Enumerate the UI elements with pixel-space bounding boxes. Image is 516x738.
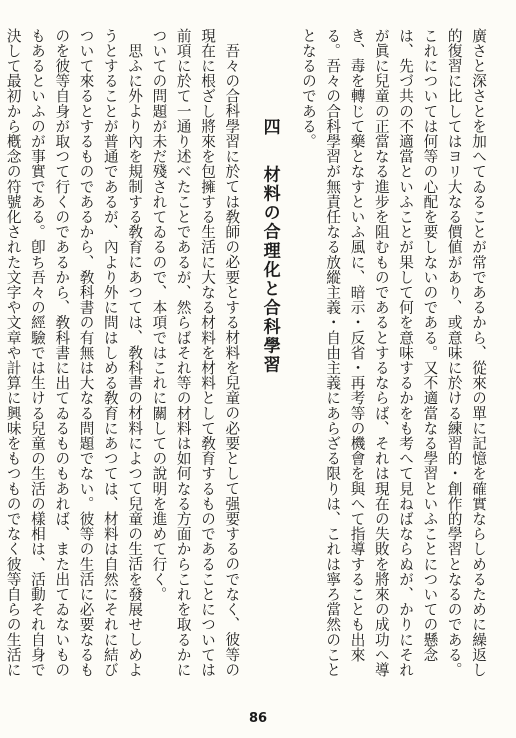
section-title: 材料の合理化と合科學習 — [259, 165, 280, 375]
paragraph-2: 吾々の合科學習に於ては敎師の必要とする材料を兒童の必要として强要するのでなく、彼等の現在に根ざし將來を包擁する生活に大なる材料を材料として敎育するものであることについては前項に於て一通り述べたことであるが、然らばそれ等の材料は如何なる方面からこれを取るかについての問題が未だ殘されてゐるので、本項ではこれに關しての說明を進めて行く。 — [150, 28, 241, 678]
section-number: 四 — [259, 118, 280, 137]
paragraph-3: 思ふに外より內を規制する敎育にあつては、敎科書の材料によつて兒童の生活を發展せしめようとすることが普通であるが、內より外に問はしめる敎育にあつては、材料は自然にそれに結びついて來るとするものであるから、敎科書の有無は大なる問題でない。彼等の生活に必要なるものを彼等自身が取つて行くのであるから、敎科書に出てゐるものもあれば、また出てゐないものもあるといふのが事實である。卽ち吾々の經驗では生ける兒童の生活の樣相は、活動それ自身で決して最初から槪念の符號化された文字や文章や計算に興味をもつものでなく彼等自らの生活に — [4, 28, 144, 678]
vertical-text-body — [4, 28, 490, 688]
page-number: 86 — [248, 711, 268, 726]
paragraph-1: 廣さと深さとを加へてゐることが常であるから、從來の單に記憶を確實ならしめるために繰返し的復習に比してはヨリ大なる價値があり、或意味に於ける練習的・創作的學習となるのである。これについては何等の心配を要しないのである。又不適當なる學習といふことについての懸念は、先づ共の不適當といふことが果して何を意味するかをも考へて見ねばならぬが、かりにそれが眞に兒童の正當なる進步を阻むものであるとするならば、それは現在の失敗を將來の成功へ導き、毒を轉じて藥となすといふ風に、暗示・反省・再考等の機會を與へて指導することも出來る。吾々の合科學習が無責任なる放縱主義・自由主義にあらざる限りは、これは寧ろ當然のこととなるのである。 — [299, 28, 487, 678]
section-heading — [257, 28, 281, 688]
